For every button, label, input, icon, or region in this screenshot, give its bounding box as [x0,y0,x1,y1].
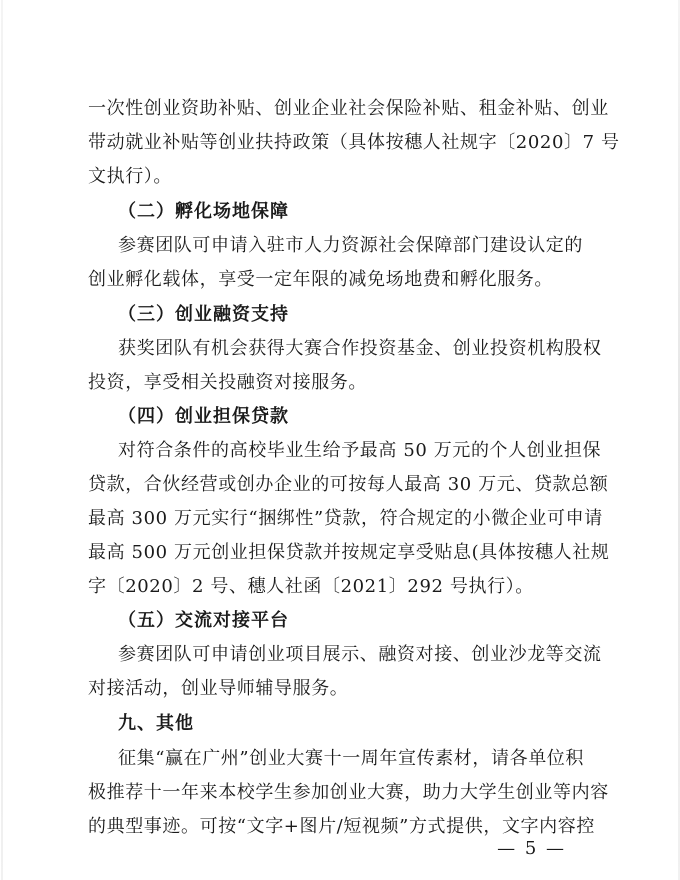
section-heading: （二）孵化场地保障 [118,201,289,222]
body-line: 的典型事迹。可按“文字+图片/短视频”方式提供，文字内容控 [88,816,595,837]
section-heading: （四）创业担保贷款 [118,406,289,427]
body-line: 对接活动，创业导师辅导服务。 [88,678,349,699]
body-line: 投资，享受相关投融资对接服务。 [88,372,367,393]
body-line: 文执行）。 [88,166,172,187]
body-line: 获奖团队有机会获得大赛合作投资基金、创业投资机构股权 [118,338,602,359]
body-line: 参赛团队可申请创业项目展示、融资对接、创业沙龙等交流 [118,644,602,665]
body-line: 征集“赢在广州”创业大赛十一周年宣传素材，请各单位积 [118,748,585,769]
body-line: 带动就业补贴等创业扶持政策（具体按穗人社规字〔2020〕7 号 [88,132,620,153]
body-line: 创业孵化载体，享受一定年限的减免场地费和孵化服务。 [88,269,553,290]
body-line: 最高 300 万元实行“捆绑性”贷款，符合规定的小微企业可申请 [88,508,603,529]
body-line: 参赛团队可申请入驻市人力资源社会保障部门建设认定的 [118,235,583,256]
body-line: 对符合条件的高校毕业生给予最高 50 万元的个人创业担保 [118,440,602,461]
left-scan-edge [1,0,3,880]
body-line: 极推荐十一年来本校学生参加创业大赛，助力大学生创业等内容 [88,782,609,803]
body-line: 一次性创业资助补贴、创业企业社会保险补贴、租金补贴、创业 [88,98,609,119]
body-line: 字〔2020〕2 号、穗人社函〔2021〕292 号执行）。 [88,576,534,597]
section-heading: （五）交流对接平台 [118,610,289,631]
section-heading: （三）创业融资支持 [118,304,289,325]
body-line: 最高 500 万元创业担保贷款并按规定享受贴息(具体按穗人社规 [88,542,610,563]
chapter-heading: 九、其他 [118,713,194,734]
body-line: 贷款，合伙经营或创办企业的可按每人最高 30 万元、贷款总额 [88,474,609,495]
page-number: — 5 — [497,838,566,859]
